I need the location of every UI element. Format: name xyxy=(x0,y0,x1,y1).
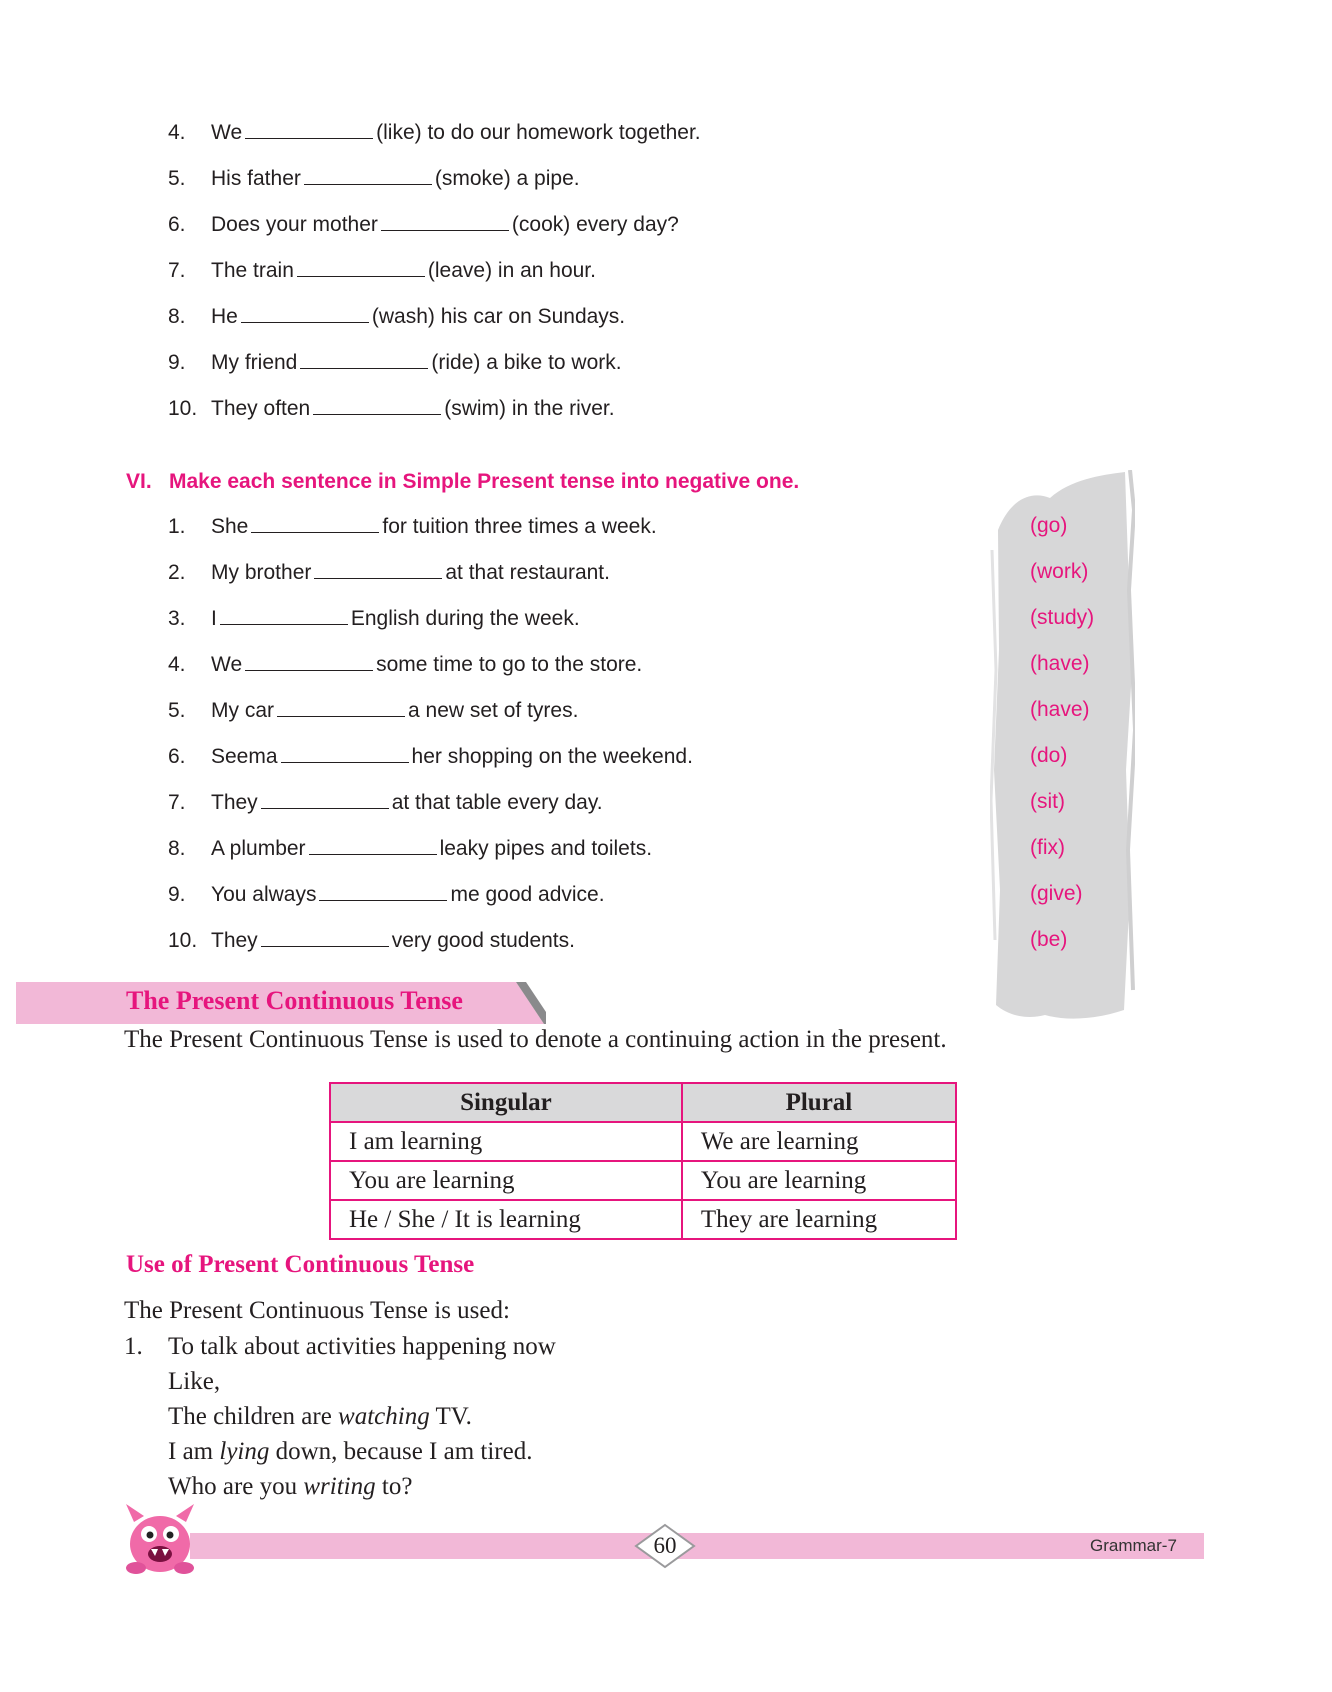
verb-hint: (give) xyxy=(1030,882,1083,905)
exercise-item: 10. They very good students. xyxy=(168,929,575,952)
intro-paragraph: The Present Continuous Tense is used to denote a continuing action in the present. xyxy=(124,1026,947,1053)
page-number-badge xyxy=(634,1523,696,1569)
exercise-item: 10. They often (swim) in the river. xyxy=(168,397,615,420)
answer-blank[interactable] xyxy=(277,698,405,717)
answer-blank[interactable] xyxy=(251,514,379,533)
answer-blank[interactable] xyxy=(261,790,389,809)
point-text: To talk about activities happening now xyxy=(168,1333,556,1360)
exercise-item: 7. The train (leave) in an hour. xyxy=(168,259,596,282)
answer-blank[interactable] xyxy=(304,166,432,185)
verb-hint: (fix) xyxy=(1030,836,1065,859)
table-row xyxy=(330,1122,956,1161)
table-cell: He / She / It is learning xyxy=(330,1200,682,1239)
exercise-item: 5. His father (smoke) a pipe. xyxy=(168,167,580,190)
table-cell: They are learning xyxy=(682,1200,956,1239)
exercise-item: 8. A plumber leaky pipes and toilets. xyxy=(168,837,653,860)
answer-blank[interactable] xyxy=(309,836,437,855)
verb-hint: (sit) xyxy=(1030,790,1065,813)
answer-blank[interactable] xyxy=(245,652,373,671)
column-header-plural: Plural xyxy=(682,1083,956,1122)
answer-blank[interactable] xyxy=(261,928,389,947)
book-label: Grammar-7 xyxy=(1090,1536,1177,1555)
pink-monster-mascot-icon xyxy=(120,1500,200,1576)
example-sentence: Who are you writing to? xyxy=(168,1473,413,1500)
answer-blank[interactable] xyxy=(300,350,428,369)
answer-blank[interactable] xyxy=(220,606,348,625)
like-label: Like, xyxy=(168,1368,221,1395)
page-number: 60 xyxy=(653,1533,677,1558)
conjugation-table xyxy=(329,1082,957,1240)
verb-hint: (do) xyxy=(1030,744,1068,767)
section-heading: The Present Continuous Tense xyxy=(126,986,463,1015)
exercise-item: 4. We (like) to do our homework together. xyxy=(168,121,701,144)
verb-hint: (have) xyxy=(1030,652,1090,675)
exercise-item: 1. She for tuition three times a week. xyxy=(168,515,657,538)
exercise-item: 7. They at that table every day. xyxy=(168,791,603,814)
point-number: 1. xyxy=(124,1333,143,1360)
table-header-row xyxy=(330,1083,956,1122)
verb-hint: (study) xyxy=(1030,606,1095,629)
table-cell: I am learning xyxy=(330,1122,682,1161)
exercise-item: 3. I English during the week. xyxy=(168,607,580,630)
answer-blank[interactable] xyxy=(381,212,509,231)
answer-blank[interactable] xyxy=(314,560,442,579)
exercise-vi-heading: VI. Make each sentence in Simple Present tense into negative one. xyxy=(126,470,800,493)
answer-blank[interactable] xyxy=(245,120,373,139)
footer-bar xyxy=(190,1533,1204,1559)
exercise-item: 9. My friend (ride) a bike to work. xyxy=(168,351,622,374)
verb-hint: (go) xyxy=(1030,514,1068,537)
answer-blank[interactable] xyxy=(319,882,447,901)
answer-blank[interactable] xyxy=(281,744,409,763)
exercise-item: 4. We some time to go to the store. xyxy=(168,653,643,676)
example-sentence: I am lying down, because I am tired. xyxy=(168,1438,533,1465)
table-cell: We are learning xyxy=(682,1122,956,1161)
exercise-item: 6. Seema her shopping on the weekend. xyxy=(168,745,693,768)
answer-blank[interactable] xyxy=(313,396,441,415)
column-header-singular: Singular xyxy=(330,1083,682,1122)
use-heading: Use of Present Continuous Tense xyxy=(126,1251,475,1278)
exercise-item: 9. You always me good advice. xyxy=(168,883,605,906)
answer-blank[interactable] xyxy=(241,304,369,323)
verb-hint: (work) xyxy=(1030,560,1089,583)
table-cell: You are learning xyxy=(682,1161,956,1200)
use-intro: The Present Continuous Tense is used: xyxy=(124,1297,510,1324)
exercise-item: 6. Does your mother (cook) every day? xyxy=(168,213,679,236)
exercise-item: 8. He (wash) his car on Sundays. xyxy=(168,305,626,328)
table-row xyxy=(330,1200,956,1239)
table-row xyxy=(330,1161,956,1200)
answer-blank[interactable] xyxy=(297,258,425,277)
verb-hint: (have) xyxy=(1030,698,1090,721)
example-sentence: The children are watching TV. xyxy=(168,1403,472,1430)
table-cell: You are learning xyxy=(330,1161,682,1200)
exercise-item: 5. My car a new set of tyres. xyxy=(168,699,579,722)
exercise-item: 2. My brother at that restaurant. xyxy=(168,561,610,584)
verb-hint: (be) xyxy=(1030,928,1068,951)
